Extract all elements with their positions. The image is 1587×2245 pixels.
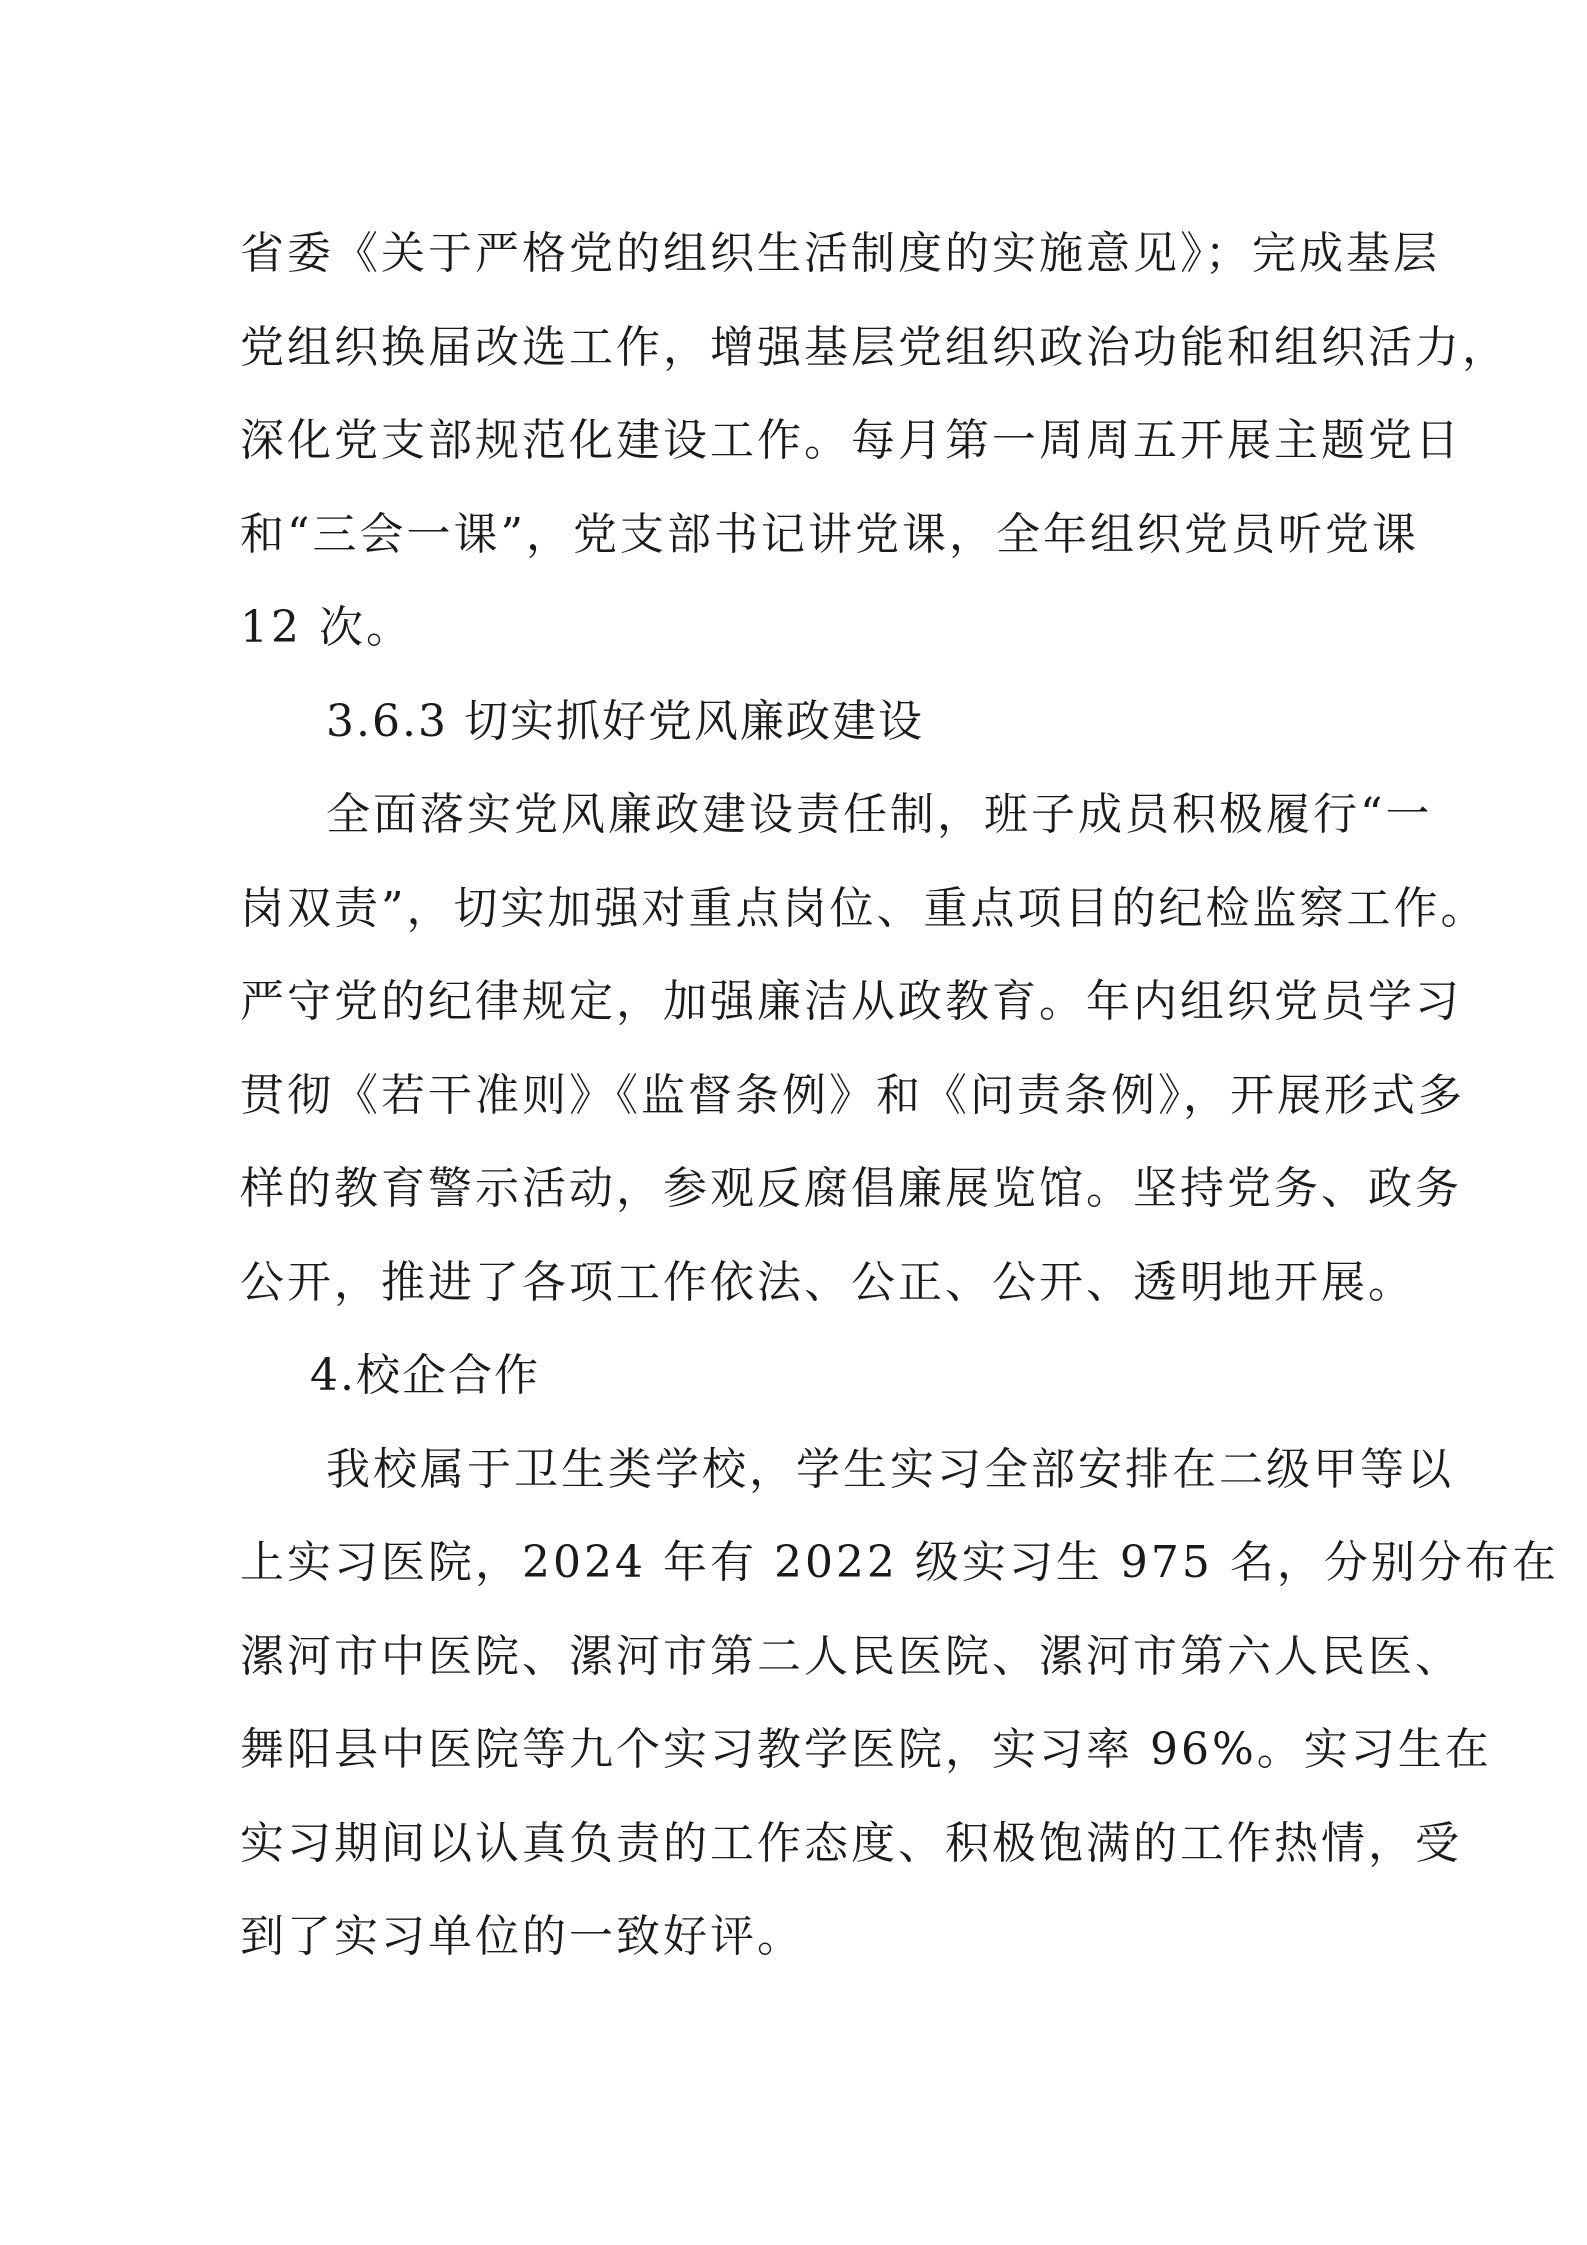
body-line: 样的教育警示活动，参观反腐倡廉展览馆。坚持党务、政务 [240, 1163, 1462, 1214]
body-line: 贯彻《若干准则》《监督条例》和《问责条例》，开展形式多 [240, 1069, 1465, 1121]
body-line: 舞阳县中医院等九个实习教学医院，实习率 96%。实习生在 [240, 1724, 1492, 1775]
body-line: 严守党的纪律规定，加强廉洁从政教育。年内组织党员学习 [240, 976, 1462, 1027]
body-line: 12 次。 [240, 602, 413, 653]
body-line: 省委《关于严格党的组织生活制度的实施意见》；完成基层 [240, 228, 1440, 279]
paragraph-first-line: 我校属于卫生类学校，学生实习全部安排在二级甲等以 [326, 1443, 1454, 1495]
body-line: 公开，推进了各项工作依法、公正、公开、透明地开展。 [240, 1256, 1415, 1308]
document-body [240, 207, 1559, 1984]
body-line: 漯河市中医院、漯河市第二人民医院、漯河市第六人民医、 [240, 1630, 1462, 1682]
body-line: 岗双责”，切实加强对重点岗位、重点项目的纪检监察工作。 [240, 882, 1488, 934]
body-line: 到了实习单位的一致好评。 [240, 1911, 804, 1962]
paragraph-first-line: 全面落实党风廉政建设责任制，班子成员积极履行“一 [326, 789, 1433, 840]
body-line: 党组织换届改选工作，增强基层党组织政治功能和组织活力， [240, 321, 1509, 373]
section-heading-4: 4.校企合作 [310, 1350, 540, 1401]
body-line: 和“三会一课”，党支部书记讲党课，全年组织党员听党课 [240, 508, 1419, 560]
body-line: 实习期间以认真负责的工作态度、积极饱满的工作热情，受 [240, 1817, 1462, 1869]
body-line: 深化党支部规范化建设工作。每月第一周周五开展主题党日 [240, 415, 1462, 466]
body-line: 上实习医院，2024 年有 2022 级实习生 975 名，分别分布在 [240, 1537, 1559, 1588]
section-heading-3-6-3: 3.6.3 切实抓好党风廉政建设 [326, 695, 924, 747]
